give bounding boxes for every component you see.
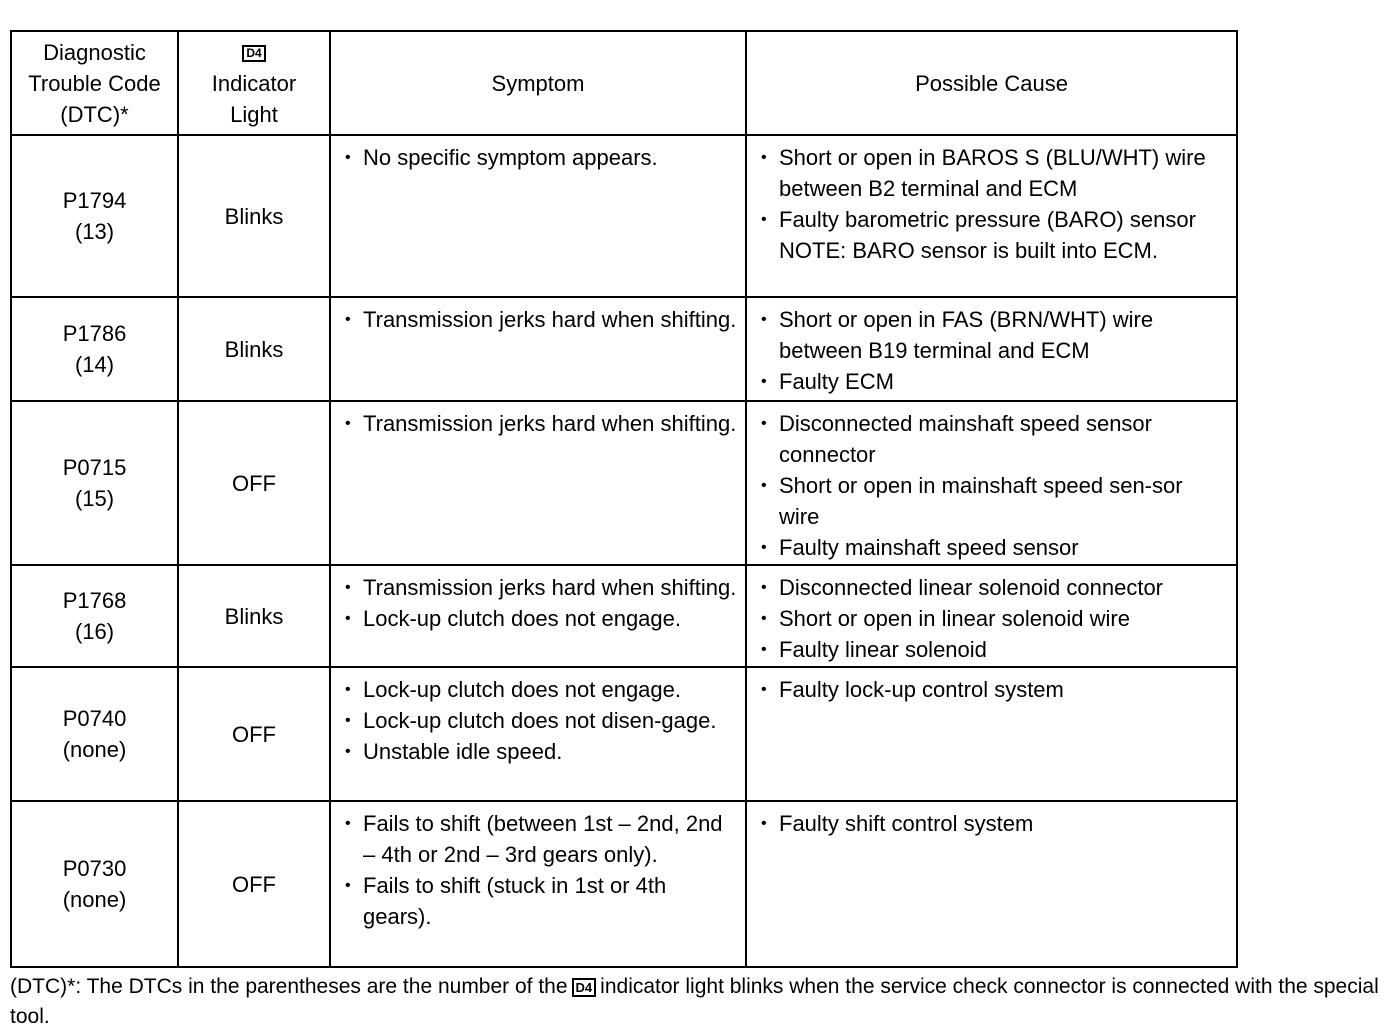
- dtc-code: P0715: [62, 455, 127, 480]
- cause-list: [747, 802, 1236, 839]
- blink-count: (14): [74, 352, 115, 377]
- cause-item: • Faulty lock-up control system: [761, 674, 1228, 705]
- symptom-list: [331, 298, 745, 335]
- indicator-light-cell: Blinks: [178, 135, 330, 297]
- symptom-list: [331, 136, 745, 173]
- symptom-cell: [330, 801, 746, 967]
- symptom-item: • No specific symptom appears.: [345, 142, 737, 173]
- table-row: [11, 801, 1237, 967]
- cause-item: • Short or open in linear solenoid wire: [761, 603, 1228, 634]
- symptom-item: • Unstable idle speed.: [345, 736, 737, 767]
- table-row: [11, 401, 1237, 565]
- blink-count: (16): [74, 619, 115, 644]
- cause-list: [747, 402, 1236, 563]
- header-row: [11, 31, 1237, 135]
- symptom-cell: [330, 297, 746, 401]
- indicator-light-cell: OFF: [178, 801, 330, 967]
- blink-count: (13): [74, 219, 115, 244]
- symptom-cell: [330, 565, 746, 667]
- cause-cell: [746, 801, 1237, 967]
- symptom-cell: [330, 401, 746, 565]
- dtc-table: [10, 30, 1238, 968]
- dtc-code-cell: [11, 565, 178, 667]
- dtc-code-cell: [11, 135, 178, 297]
- symptom-item: • Lock-up clutch does not disen-gage.: [345, 705, 737, 736]
- cause-item: • Short or open in FAS (BRN/WHT) wire between B19 terminal and ECM: [761, 304, 1228, 366]
- table-row: [11, 667, 1237, 801]
- cause-cell: [746, 565, 1237, 667]
- header-indicator: D4 Indicator Light: [178, 31, 330, 135]
- blink-count: (none): [62, 887, 127, 912]
- dtc-code-cell: [11, 401, 178, 565]
- cause-item: • Short or open in mainshaft speed sen-sor wire: [761, 470, 1228, 532]
- blink-count: (none): [62, 737, 127, 762]
- dtc-code: P1768: [62, 588, 127, 613]
- cause-item: • Faulty ECM: [761, 366, 1228, 397]
- symptom-item: • Lock-up clutch does not engage.: [345, 674, 737, 705]
- header-dtc: Diagnostic Trouble Code (DTC)*: [11, 31, 178, 135]
- dtc-code-cell: [11, 801, 178, 967]
- symptom-item: • Transmission jerks hard when shifting.: [345, 572, 737, 603]
- symptom-item: • Fails to shift (between 1st – 2nd, 2nd – 4th or 2nd – 3rd gears only).: [345, 808, 737, 870]
- symptom-item: • Transmission jerks hard when shifting.: [345, 408, 737, 439]
- cause-list: [747, 566, 1236, 665]
- symptom-cell: [330, 667, 746, 801]
- symptom-list: [331, 668, 745, 767]
- header-cause: Possible Cause: [746, 31, 1237, 135]
- cause-item: • Faulty mainshaft speed sensor: [761, 532, 1228, 563]
- symptom-item: • Lock-up clutch does not engage.: [345, 603, 737, 634]
- table-row: [11, 135, 1237, 297]
- cause-cell: [746, 135, 1237, 297]
- symptom-list: [331, 402, 745, 439]
- dtc-code: P0730: [62, 856, 127, 881]
- cause-item: • Disconnected mainshaft speed sensor connector: [761, 408, 1228, 470]
- d4-indicator-icon: D4: [242, 45, 265, 62]
- cause-cell: [746, 401, 1237, 565]
- dtc-code: P1786: [62, 321, 127, 346]
- footnote: (DTC)*: The DTCs in the parentheses are the number of the D4 indicator light blinks when the service check connector is connected with the special tool.: [10, 975, 1379, 1028]
- dtc-code-cell: [11, 297, 178, 401]
- indicator-light-cell: Blinks: [178, 565, 330, 667]
- indicator-light-cell: OFF: [178, 667, 330, 801]
- symptom-item: • Fails to shift (stuck in 1st or 4th gears).: [345, 870, 737, 932]
- table-row: [11, 565, 1237, 667]
- cause-cell: [746, 667, 1237, 801]
- table-row: [11, 297, 1237, 401]
- dtc-code: P1794: [62, 188, 127, 213]
- indicator-light-cell: Blinks: [178, 297, 330, 401]
- symptom-item: • Transmission jerks hard when shifting.: [345, 304, 737, 335]
- cause-item: • Faulty shift control system: [761, 808, 1228, 839]
- cause-cell: [746, 297, 1237, 401]
- dtc-code-cell: [11, 667, 178, 801]
- header-symptom: Symptom: [330, 31, 746, 135]
- cause-item: • Disconnected linear solenoid connector: [761, 572, 1228, 603]
- cause-item: • Short or open in BAROS S (BLU/WHT) wire between B2 terminal and ECM: [761, 142, 1228, 204]
- cause-note: NOTE: BARO sensor is built into ECM.: [779, 238, 1158, 263]
- dtc-code: P0740: [62, 706, 127, 731]
- cause-item: • Faulty barometric pressure (BARO) sensor: [761, 204, 1228, 235]
- blink-count: (15): [74, 486, 115, 511]
- symptom-cell: [330, 135, 746, 297]
- d4-indicator-icon: D4: [572, 978, 597, 997]
- symptom-list: [331, 802, 745, 932]
- cause-list: [747, 298, 1236, 397]
- cause-item: • Faulty linear solenoid: [761, 634, 1228, 665]
- cause-list: [747, 668, 1236, 705]
- indicator-light-cell: OFF: [178, 401, 330, 565]
- cause-list: [747, 136, 1236, 235]
- symptom-list: [331, 566, 745, 634]
